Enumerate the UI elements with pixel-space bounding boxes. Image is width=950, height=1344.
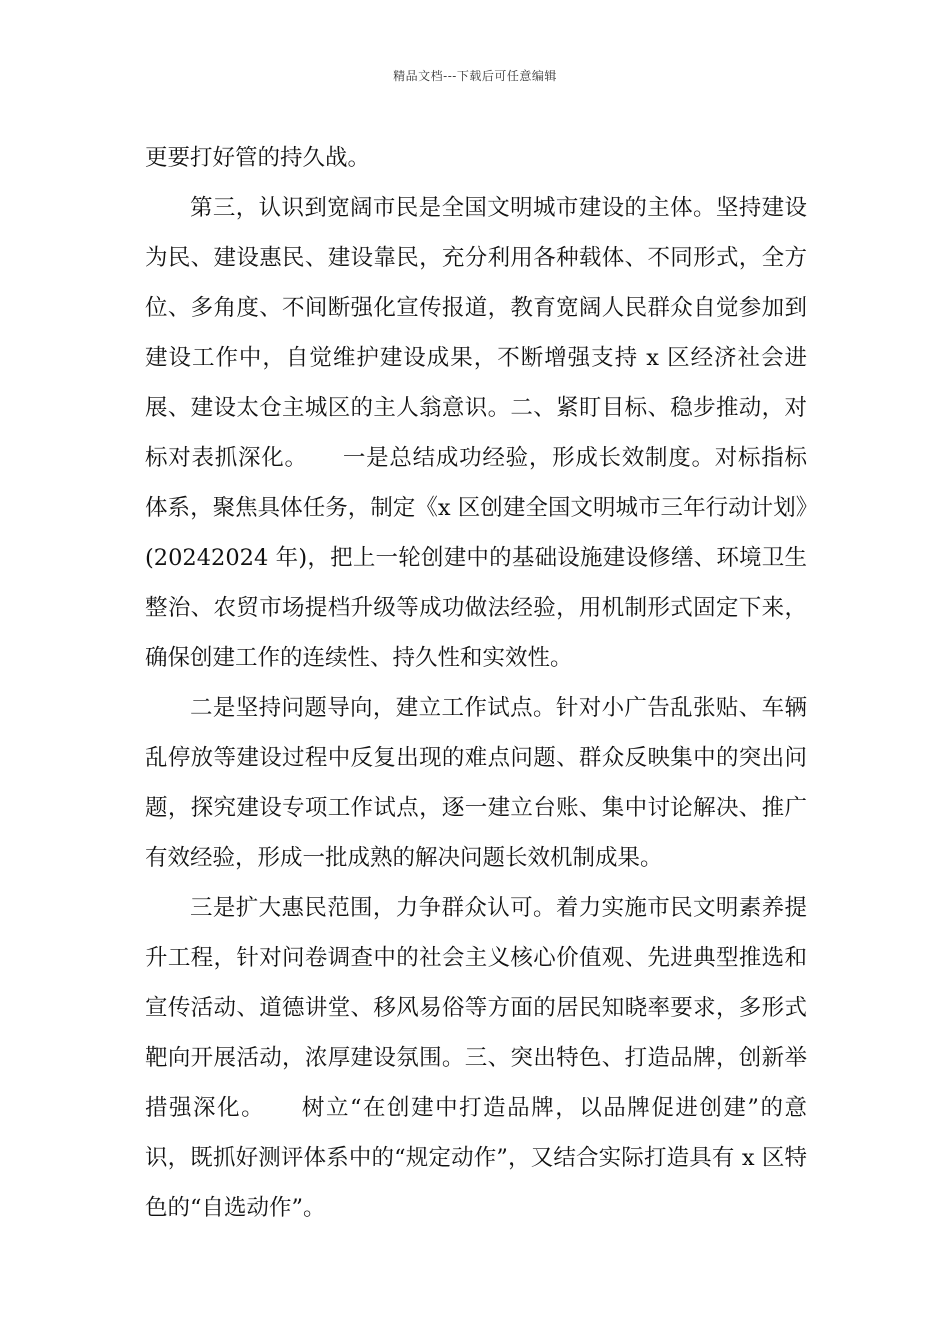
paragraph-third-point: 第三，认识到宽阔市民是全国文明城市建设的主体。坚持建设为民、建设惠民、建设靠民，充分利用各种载体、不同形式，全方位、多角度、不间断强化宣传报道，教育宽阔人民群众自觉参加到建设工作中，自觉维护建设成果，不断增强支持 x 区经济社会进展、建设太仓主城区的主人翁意识。二、紧盯目标、稳步推动，对标对表抓深化。 一是总结成功经验，形成长效制度。对标指标体系，聚焦具体任务，制定《x 区创建全国文明城市三年行动计划》(20242024 年)，把上一轮创建中的基础设施建设修缮、环境卫生整治、农贸市场提档升级等成功做法经验，用机制形式固定下来，确保创建工作的连续性、持久性和实效性。 xyxy=(145,195,807,671)
document-body xyxy=(145,133,807,1233)
paragraph-problem-oriented: 二是坚持问题导向，建立工作试点。针对小广告乱张贴、车辆乱停放等建设过程中反复出现的难点问题、群众反映集中的突出问题，探究建设专项工作试点，逐一建立台账、集中讨论解决、推广有效经验，形成一批成熟的解决问题长效机制成果。 xyxy=(145,695,807,871)
paragraph-benefit-people: 三是扩大惠民范围，力争群众认可。着力实施市民文明素养提升工程，针对问卷调查中的社会主义核心价值观、先进典型推选和宣传活动、道德讲堂、移风易俗等方面的居民知晓率要求，多形式靶向开展活动，浓厚建设氛围。三、突出特色、打造品牌，创新举措强深化。 树立“在创建中打造品牌，以品牌促进创建”的意识，既抓好测评体系中的“规定动作”，又结合实际打造具有 x 区特色的“自选动作”。 xyxy=(145,895,808,1221)
paragraph-continuation: 更要打好管的持久战。 xyxy=(145,145,371,171)
page-header: 精品文档---下载后可任意编辑 xyxy=(393,69,557,83)
